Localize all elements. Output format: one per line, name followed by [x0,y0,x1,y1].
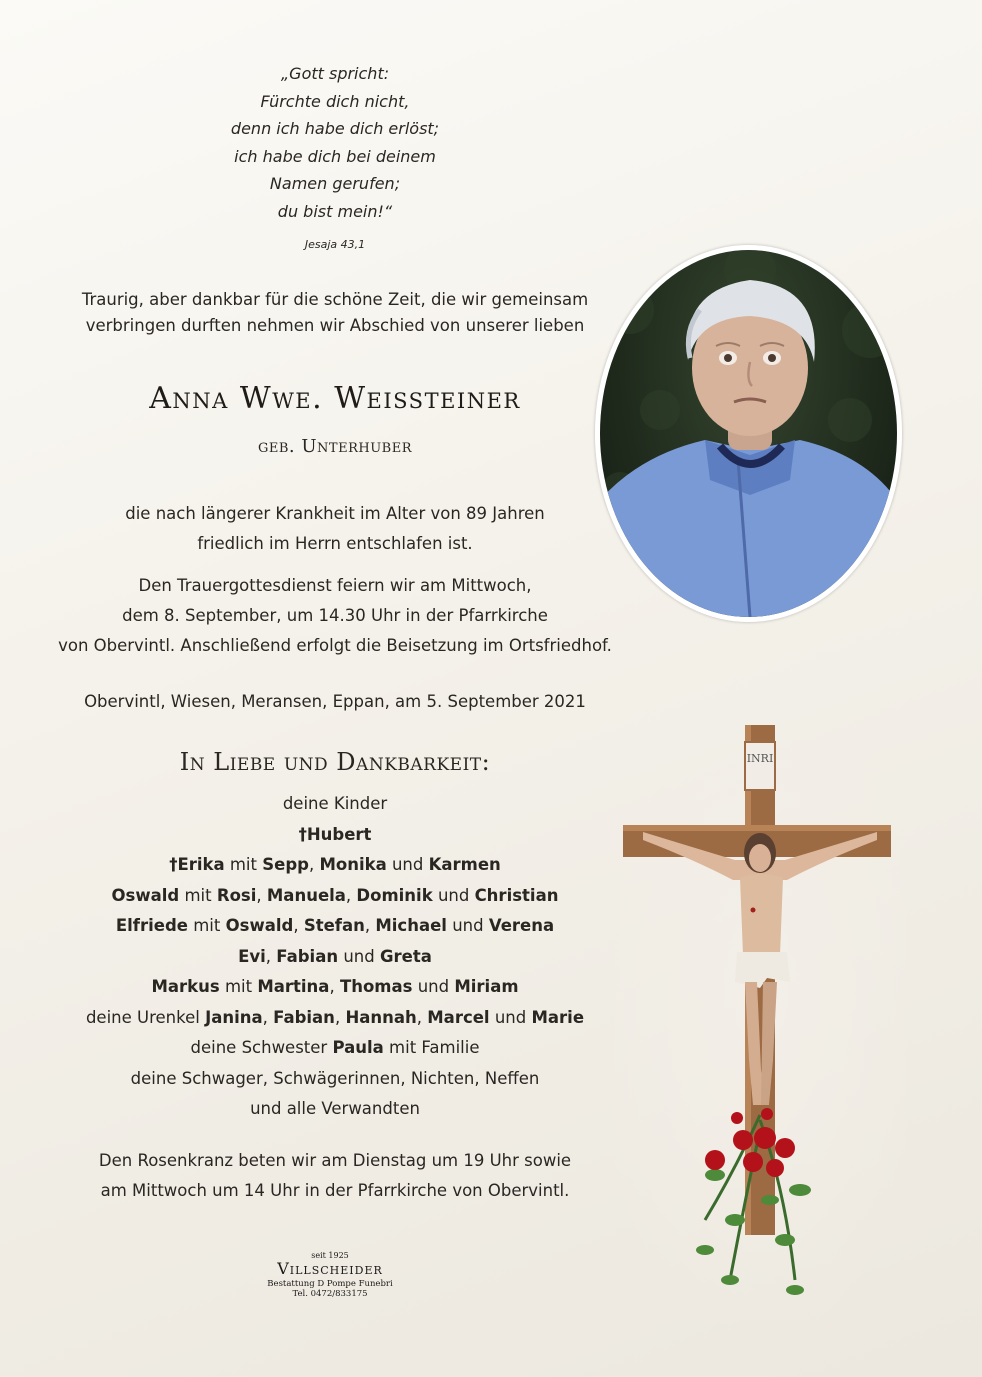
intro-line: verbringen durften nehmen wir Abschied von unserer lieben [85,315,585,335]
connector-word: und [417,977,450,996]
connector-word: , [364,916,371,935]
family-line [40,881,630,912]
connector-word: , [334,1007,341,1027]
mourners-heading: In Liebe und Dankbarkeit: [179,748,491,776]
mourners-list [40,789,630,1125]
family-name: Greta [379,946,432,966]
logo-subtitle: Bestattung D Pompe Funebri [267,1279,393,1289]
portrait-illustration [600,250,897,617]
greatgrand-label: deine Urenkel [85,1007,200,1027]
family-name: Hannah [345,1007,417,1027]
family-name: Markus [151,977,220,996]
family-line: und alle Verwandten [250,1099,420,1118]
family-line [40,1033,630,1064]
family-name: Rosi [216,885,257,905]
family-name: Marie [531,1007,585,1027]
connector-word: , [293,916,299,935]
connector-word: mit [229,855,257,874]
funeral-info [40,571,630,661]
connector-word: und [391,855,424,874]
connector-word: und [494,1007,527,1027]
family-line [40,911,630,942]
family-line: deine Schwager, Schwägerinnen, Nichten, Neffen [130,1068,540,1088]
family-name: Martina [257,977,330,996]
family-name: Paula [332,1038,384,1057]
quote-line: du bist mein!“ [277,201,393,221]
connector-word: und [452,916,484,935]
family-name: Sepp [262,855,309,874]
connector-word: mit [184,885,212,905]
connector-word: , [329,977,335,996]
family-name: Monika [319,855,387,874]
family-name: Fabian [273,1007,335,1027]
family-name: Michael [375,916,447,935]
rosary-line: am Mittwoch um 14 Uhr in der Pfarrkirche von Obervintl. [100,1181,570,1200]
connector-word: , [256,885,262,905]
connector-word: mit [224,977,253,996]
family-name: Thomas [339,977,413,996]
family-line [40,942,630,973]
logo-phone: Tel. 0472/833175 [292,1289,368,1299]
sister-label: deine Schwester [190,1038,328,1057]
connector-word: mit [193,916,221,935]
family-name: †Erika [169,855,225,874]
quote-line: Fürchte dich nicht, [260,91,410,111]
family-name: Marcel [427,1007,490,1027]
with-family: mit Familie [389,1038,480,1057]
family-name: Oswald [111,885,180,905]
connector-word: , [265,946,272,966]
family-name: Dominik [356,885,433,905]
family-line [40,820,630,851]
crucifix-image [615,720,905,1320]
inri-text: INRI [746,752,774,765]
place-date: Obervintl, Wiesen, Meransen, Eppan, am 5. September 2021 [84,692,586,711]
rosary-info [40,1146,630,1206]
family-name: Verena [488,916,555,935]
family-name: Evi [238,946,266,966]
crucifix-illustration [615,720,905,1320]
family-name: Fabian [276,946,339,966]
family-line [40,789,630,820]
connector-word: , [416,1007,423,1027]
family-name: Karmen [428,855,501,874]
quote-source: Jesaja 43,1 [304,238,366,251]
connector-word: , [308,855,315,874]
logo-name: Villscheider [277,1259,383,1278]
quote-line: „Gott spricht: [280,64,390,83]
family-name: Manuela [266,885,346,905]
death-notice-line: die nach längerer Krankheit im Alter von 89 Jahren [125,504,545,523]
family-line [40,972,630,1003]
deceased-name: Anna Wwe. Weissteiner [149,381,521,416]
family-name: Christian [474,885,559,905]
quote-line: denn ich habe dich erlöst; [230,119,440,138]
connector-word: , [345,885,352,905]
death-notice-line: friedlich im Herrn entschlafen ist. [197,534,473,553]
intro-text [40,287,630,338]
family-name: †Hubert [298,824,372,844]
funeral-line: dem 8. September, um 14.30 Uhr in der Pfarrkirche [122,606,548,625]
birth-name: geb. Unterhuber [258,436,412,457]
family-name: Janina [205,1007,263,1027]
connector-word: , [262,1007,268,1027]
logo-since: seit 1925 [311,1251,349,1260]
death-notice [40,499,630,559]
bible-quote [40,60,630,259]
quote-line: ich habe dich bei deinem [234,146,436,166]
connector-word: und [343,946,375,966]
children-label: deine Kinder [282,794,388,813]
quote-line: Namen gerufen; [269,174,401,193]
family-name: Stefan [303,916,365,935]
funeral-line: von Obervintl. Anschließend erfolgt die Beisetzung im Ortsfriedhof. [58,636,612,655]
family-name: Oswald [225,916,294,935]
funeral-home-logo [250,1251,410,1299]
family-line [40,1003,630,1034]
connector-word: und [437,885,470,905]
funeral-line: Den Trauergottesdienst feiern wir am Mittwoch, [138,576,532,595]
family-line [40,850,630,881]
family-name: Miriam [454,977,519,996]
rosary-line: Den Rosenkranz beten wir am Dienstag um 19 Uhr sowie [98,1151,572,1170]
family-name: Elfriede [115,916,188,935]
intro-line: Traurig, aber dankbar für die schöne Zeit, die wir gemeinsam [81,290,589,309]
portrait-photo [595,245,902,622]
